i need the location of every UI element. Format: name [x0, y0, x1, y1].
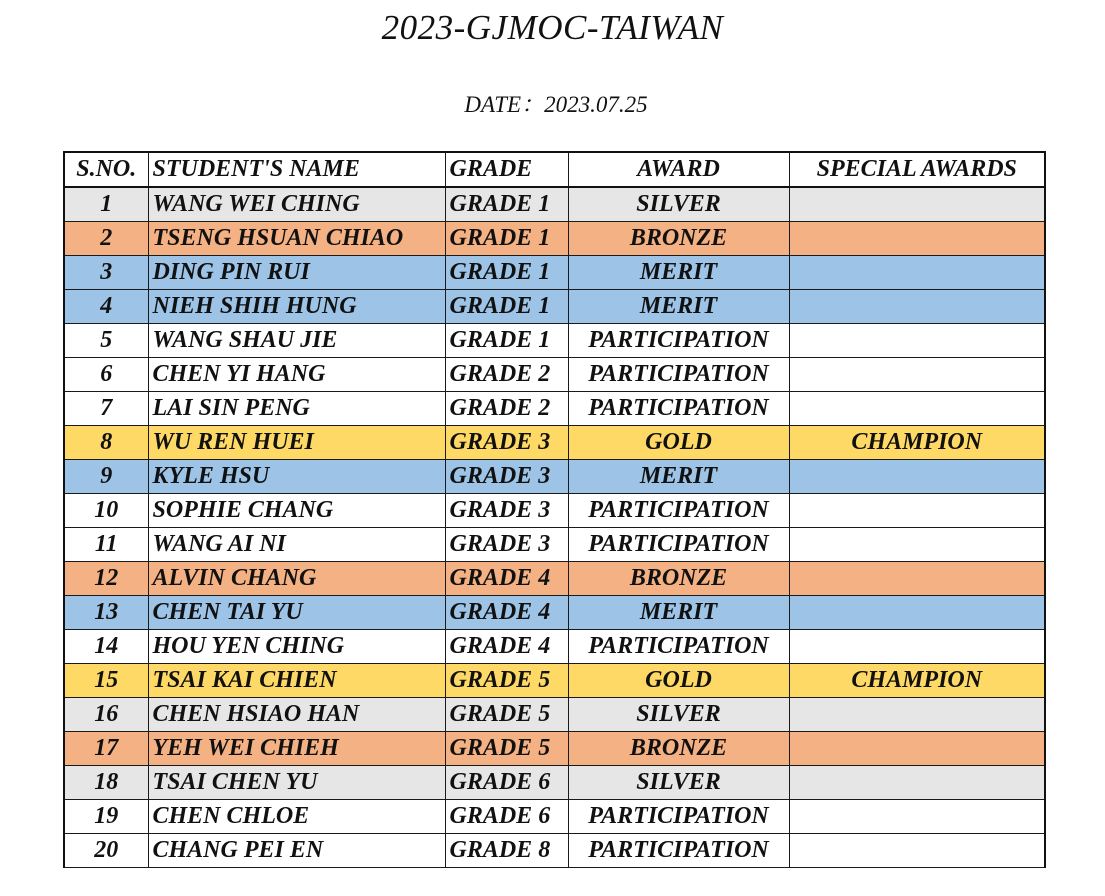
- cell-grade: GRADE 5: [445, 664, 568, 698]
- cell-sno: 2: [64, 222, 148, 256]
- table-row: [64, 358, 1045, 392]
- results-body: [64, 187, 1045, 868]
- cell-award: PARTICIPATION: [568, 392, 789, 426]
- cell-student-name: CHEN YI HANG: [148, 358, 445, 392]
- cell-grade: GRADE 6: [445, 800, 568, 834]
- page-title: 2023-GJMOC-TAIWAN: [381, 8, 724, 47]
- cell-special-award: [789, 290, 1045, 324]
- cell-grade: GRADE 5: [445, 732, 568, 766]
- table-row: [64, 324, 1045, 358]
- cell-grade: GRADE 1: [445, 222, 568, 256]
- cell-student-name: KYLE HSU: [148, 460, 445, 494]
- cell-sno: 3: [64, 256, 148, 290]
- cell-sno: 17: [64, 732, 148, 766]
- cell-grade: GRADE 3: [445, 460, 568, 494]
- table-row: [64, 732, 1045, 766]
- cell-student-name: LAI SIN PENG: [148, 392, 445, 426]
- cell-award: PARTICIPATION: [568, 630, 789, 664]
- cell-grade: GRADE 5: [445, 698, 568, 732]
- cell-special-award: [789, 630, 1045, 664]
- cell-special-award: [789, 596, 1045, 630]
- cell-award: MERIT: [568, 460, 789, 494]
- cell-award: SILVER: [568, 766, 789, 800]
- table-row: [64, 222, 1045, 256]
- cell-grade: GRADE 4: [445, 596, 568, 630]
- cell-sno: 6: [64, 358, 148, 392]
- cell-special-award: [789, 528, 1045, 562]
- cell-award: PARTICIPATION: [568, 528, 789, 562]
- table-row: [64, 494, 1045, 528]
- cell-sno: 4: [64, 290, 148, 324]
- table-row: [64, 766, 1045, 800]
- cell-student-name: HOU YEN CHING: [148, 630, 445, 664]
- cell-sno: 19: [64, 800, 148, 834]
- cell-grade: GRADE 4: [445, 630, 568, 664]
- table-row: [64, 460, 1045, 494]
- cell-sno: 16: [64, 698, 148, 732]
- cell-award: PARTICIPATION: [568, 358, 789, 392]
- cell-special-award: [789, 562, 1045, 596]
- cell-student-name: WANG SHAU JIE: [148, 324, 445, 358]
- cell-grade: GRADE 3: [445, 426, 568, 460]
- table-row: [64, 392, 1045, 426]
- table-row: [64, 528, 1045, 562]
- cell-grade: GRADE 1: [445, 324, 568, 358]
- table-row: [64, 426, 1045, 460]
- cell-sno: 10: [64, 494, 148, 528]
- cell-special-award: [789, 324, 1045, 358]
- cell-award: PARTICIPATION: [568, 324, 789, 358]
- header-grade: GRADE: [445, 152, 568, 187]
- table-row: [64, 698, 1045, 732]
- cell-special-award: [789, 222, 1045, 256]
- cell-grade: GRADE 1: [445, 290, 568, 324]
- cell-grade: GRADE 2: [445, 358, 568, 392]
- cell-sno: 9: [64, 460, 148, 494]
- cell-grade: GRADE 4: [445, 562, 568, 596]
- cell-sno: 1: [64, 187, 148, 222]
- cell-student-name: TSENG HSUAN CHIAO: [148, 222, 445, 256]
- cell-award: PARTICIPATION: [568, 800, 789, 834]
- cell-student-name: YEH WEI CHIEH: [148, 732, 445, 766]
- cell-award: PARTICIPATION: [568, 834, 789, 868]
- cell-student-name: WANG WEI CHING: [148, 187, 445, 222]
- cell-student-name: CHEN CHLOE: [148, 800, 445, 834]
- date-line: DATE：2023.07.25: [464, 92, 648, 117]
- cell-grade: GRADE 3: [445, 528, 568, 562]
- cell-student-name: NIEH SHIH HUNG: [148, 290, 445, 324]
- table-row: [64, 630, 1045, 664]
- cell-student-name: TSAI KAI CHIEN: [148, 664, 445, 698]
- cell-grade: GRADE 1: [445, 187, 568, 222]
- cell-special-award: [789, 256, 1045, 290]
- table-row: [64, 562, 1045, 596]
- cell-sno: 5: [64, 324, 148, 358]
- cell-award: SILVER: [568, 698, 789, 732]
- cell-student-name: WU REN HUEI: [148, 426, 445, 460]
- cell-award: GOLD: [568, 426, 789, 460]
- table-row: [64, 256, 1045, 290]
- cell-special-award: [789, 834, 1045, 868]
- cell-award: BRONZE: [568, 732, 789, 766]
- cell-special-award: [789, 698, 1045, 732]
- cell-award: MERIT: [568, 596, 789, 630]
- cell-special-award: [789, 358, 1045, 392]
- cell-student-name: TSAI CHEN YU: [148, 766, 445, 800]
- cell-grade: GRADE 8: [445, 834, 568, 868]
- cell-sno: 18: [64, 766, 148, 800]
- cell-special-award: [789, 392, 1045, 426]
- header-student-name: STUDENT'S NAME: [148, 152, 445, 187]
- header-special-awards: SPECIAL AWARDS: [789, 152, 1045, 187]
- cell-award: MERIT: [568, 256, 789, 290]
- cell-award: BRONZE: [568, 562, 789, 596]
- cell-student-name: ALVIN CHANG: [148, 562, 445, 596]
- cell-special-award: [789, 460, 1045, 494]
- header-sno: S.NO.: [64, 152, 148, 187]
- cell-special-award: [789, 494, 1045, 528]
- table-row: [64, 187, 1045, 222]
- cell-sno: 20: [64, 834, 148, 868]
- cell-special-award: [789, 766, 1045, 800]
- cell-special-award: [789, 187, 1045, 222]
- cell-award: MERIT: [568, 290, 789, 324]
- cell-special-award: CHAMPION: [789, 426, 1045, 460]
- cell-grade: GRADE 6: [445, 766, 568, 800]
- header-row: [64, 152, 1045, 187]
- table-row: [64, 596, 1045, 630]
- cell-student-name: CHEN TAI YU: [148, 596, 445, 630]
- cell-student-name: SOPHIE CHANG: [148, 494, 445, 528]
- cell-sno: 8: [64, 426, 148, 460]
- table-row: [64, 664, 1045, 698]
- table-row: [64, 800, 1045, 834]
- cell-sno: 12: [64, 562, 148, 596]
- cell-sno: 13: [64, 596, 148, 630]
- header-award: AWARD: [568, 152, 789, 187]
- cell-special-award: CHAMPION: [789, 664, 1045, 698]
- cell-student-name: DING PIN RUI: [148, 256, 445, 290]
- cell-student-name: CHANG PEI EN: [148, 834, 445, 868]
- table-row: [64, 834, 1045, 868]
- cell-award: SILVER: [568, 187, 789, 222]
- cell-sno: 11: [64, 528, 148, 562]
- cell-grade: GRADE 1: [445, 256, 568, 290]
- cell-student-name: CHEN HSIAO HAN: [148, 698, 445, 732]
- cell-sno: 7: [64, 392, 148, 426]
- cell-special-award: [789, 732, 1045, 766]
- cell-sno: 15: [64, 664, 148, 698]
- cell-sno: 14: [64, 630, 148, 664]
- cell-award: BRONZE: [568, 222, 789, 256]
- results-table: [63, 151, 1046, 868]
- cell-special-award: [789, 800, 1045, 834]
- cell-student-name: WANG AI NI: [148, 528, 445, 562]
- cell-award: PARTICIPATION: [568, 494, 789, 528]
- cell-grade: GRADE 3: [445, 494, 568, 528]
- table-row: [64, 290, 1045, 324]
- cell-award: GOLD: [568, 664, 789, 698]
- cell-grade: GRADE 2: [445, 392, 568, 426]
